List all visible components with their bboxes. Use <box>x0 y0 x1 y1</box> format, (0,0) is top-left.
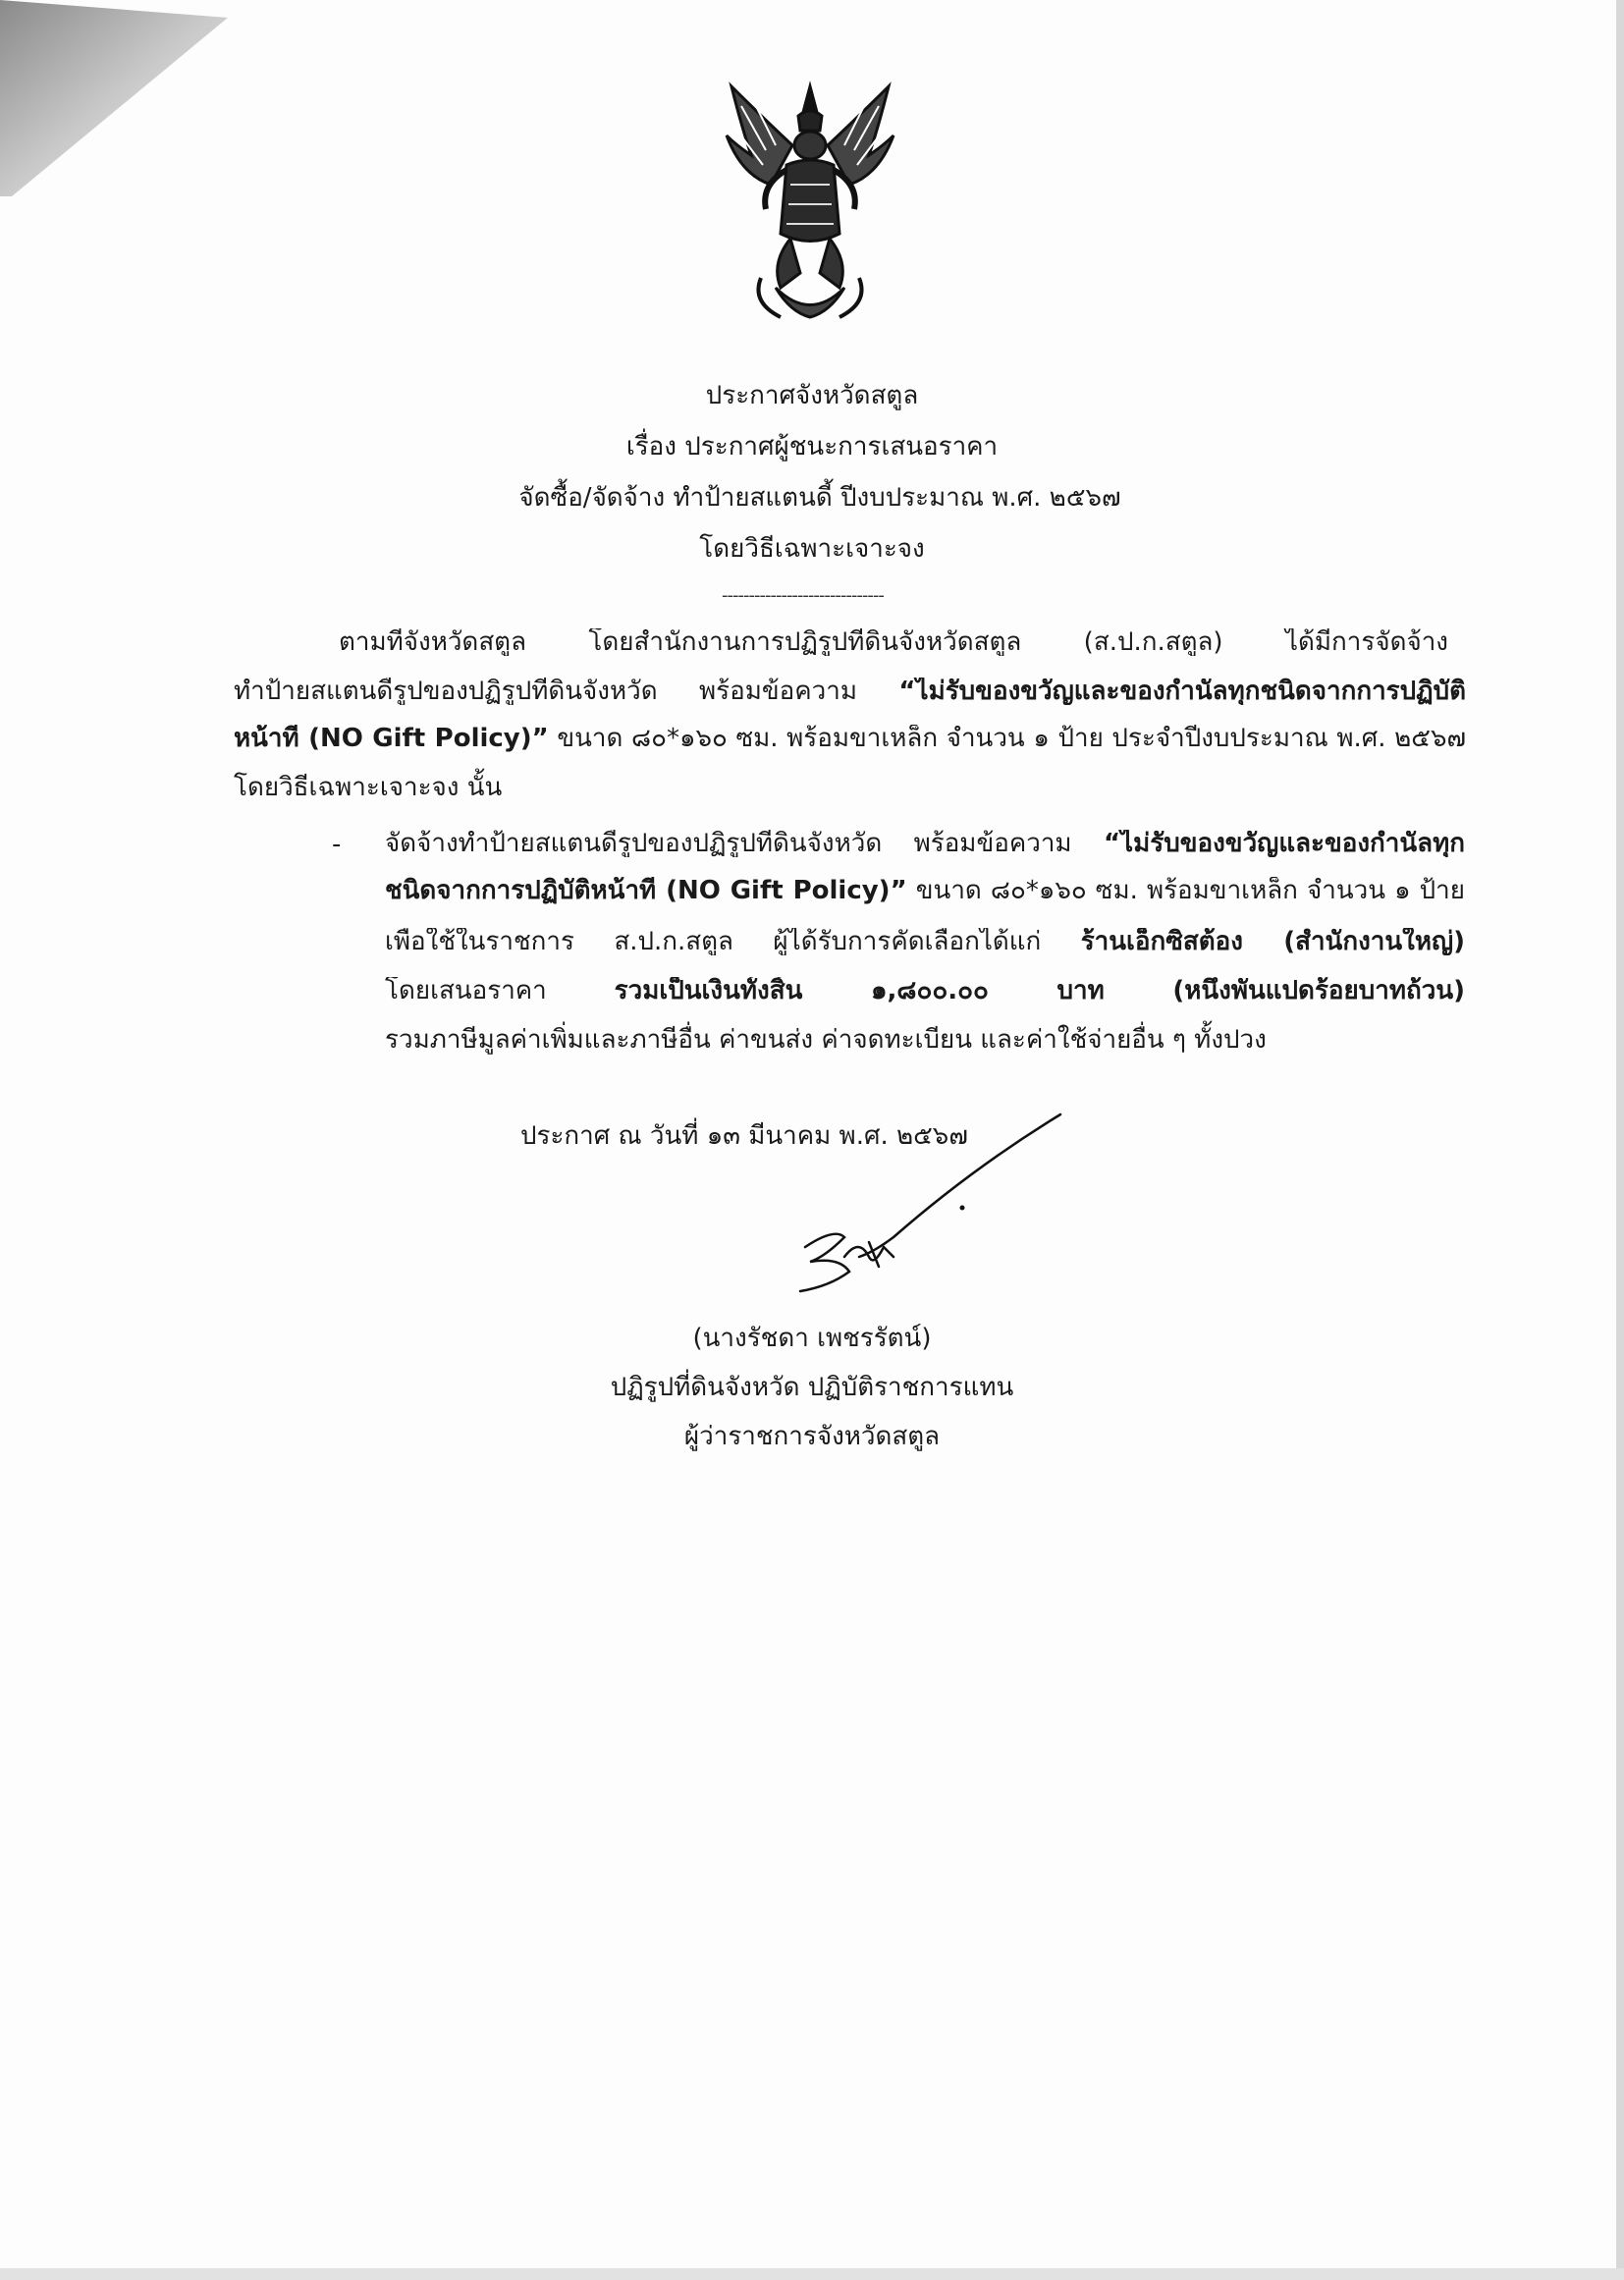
announcement-date: ประกาศ ณ วันที่ ๑๓ มีนาคม พ.ศ. ๒๕๖๗ <box>520 1121 968 1151</box>
folded-corner-shadow <box>0 0 236 196</box>
body-text: ขนาด ๘๐*๑๖๐ ซม. พร้อมขาเหล็ก จำนวน ๑ ป้าย ประจำปีงบประมาณ พ.ศ. ๒๕๖๗ <box>548 725 1466 752</box>
announcement-method: โดยวิธีเฉพาะเจาะจง <box>699 534 925 564</box>
announcement-title: ประกาศจังหวัดสตูล <box>705 381 919 410</box>
body-text: ทำป้ายสแตนดี้รูปของปฏิรูปที่ดินจังหวัด พร้อมข้อความ <box>234 678 899 705</box>
total-price: รวมเป็นเงินทั้งสิ้น ๑,๘๐๐.๐๐ บาท (หนึ่งพันแปดร้อยบาทถ้วน) <box>614 977 1465 1004</box>
list-item-line-2 <box>385 877 1465 904</box>
scan-right-edge <box>1616 0 1624 2280</box>
list-text: จัดจ้างทำป้ายสแตนดี้รูปของปฏิรูปที่ดินจังหวัด พร้อมข้อความ <box>385 830 1104 857</box>
list-quote-bold: ชนิดจากการปฏิบัติหน้าที่ (NO Gift Policy)” <box>385 877 907 904</box>
body-quote-bold: หน้าที่ (NO Gift Policy)” <box>234 725 549 752</box>
scan-bottom-edge <box>0 2268 1624 2280</box>
list-text: โดยเสนอราคา <box>385 977 615 1004</box>
list-text: เพื่อใช้ในราชการ ส.ป.ก.สตูล ผู้ได้รับการคัดเลือกได้แก่ <box>385 928 1081 955</box>
signer-authority: ผู้ว่าราชการจังหวัดสตูล <box>683 1422 941 1451</box>
signer-name: (นางรัชดา เพชรรัตน์) <box>692 1324 932 1353</box>
announcement-procurement: จัดซื้อ/จัดจ้าง ทำป้ายสแตนดี้ ปีงบประมาณ พ.ศ. ๒๕๖๗ <box>518 483 1121 513</box>
announcement-subject: เรื่อง ประกาศผู้ชนะการเสนอราคา <box>625 432 999 461</box>
list-item-line-5: รวมภาษีมูลค่าเพิ่มและภาษีอื่น ค่าขนส่ง ค่าจดทะเบียน และค่าใช้จ่ายอื่น ๆ ทั้งปวง <box>385 1025 1267 1055</box>
body-paragraph-line-3 <box>234 725 1466 752</box>
heading-divider: ------------------------------ <box>722 585 884 606</box>
signer-position: ปฏิรูปที่ดินจังหวัด ปฏิบัติราชการแทน <box>610 1373 1014 1402</box>
body-paragraph-line-2 <box>234 678 1466 705</box>
list-item-line-3 <box>385 928 1465 955</box>
list-item-line-1 <box>385 830 1465 857</box>
list-item-line-4 <box>385 977 1465 1004</box>
handwritten-signature <box>776 1110 1070 1306</box>
list-text: ขนาด ๘๐*๑๖๐ ซม. พร้อมขาเหล็ก จำนวน ๑ ป้าย <box>906 877 1465 904</box>
list-quote-bold: “ไม่รับของขวัญและของกำนัลทุก <box>1103 830 1465 857</box>
garuda-emblem-icon <box>722 77 898 332</box>
body-paragraph-line-1: ตามที่จังหวัดสตูล โดยสำนักงานการปฏิรูปที่ดินจังหวัดสตูล (ส.ป.ก.สตูล) ได้มีการจัดจ้าง <box>339 628 1448 656</box>
body-quote-bold: “ไม่รับของขวัญและของกำนัลทุกชนิดจากการปฏิบัติ <box>898 678 1466 705</box>
body-paragraph-line-4: โดยวิธีเฉพาะเจาะจง นั้น <box>234 773 503 802</box>
winner-name: ร้านเอ็กซิสต้อง (สำนักงานใหญ่) <box>1080 928 1465 955</box>
list-bullet: - <box>332 830 342 859</box>
